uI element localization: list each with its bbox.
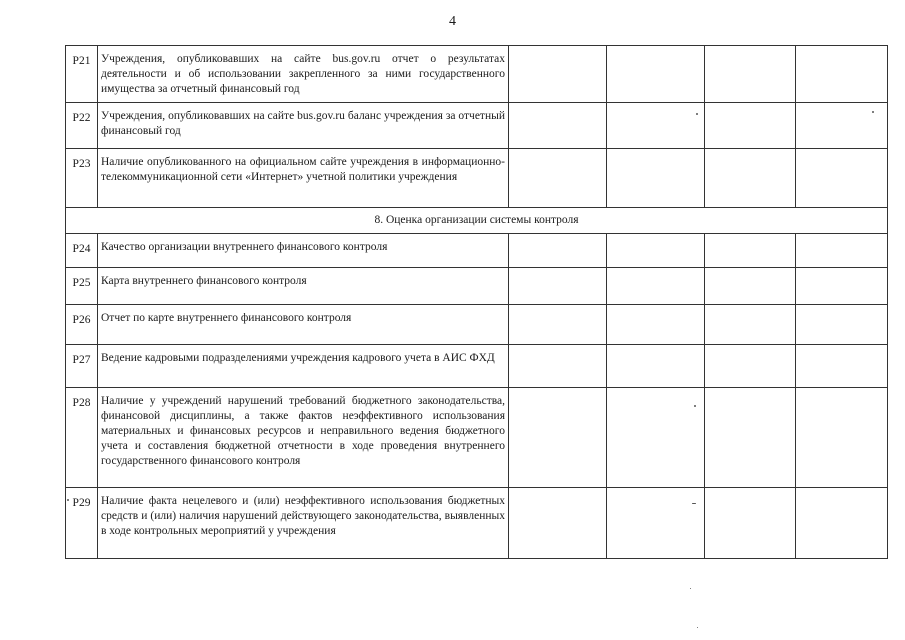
value-cell: [509, 46, 607, 103]
section-heading: 8. Оценка организации системы контроля: [66, 208, 888, 234]
table-row: [66, 345, 888, 388]
value-cell: [607, 345, 705, 388]
row-code: Р28: [66, 388, 98, 488]
row-code: Р25: [66, 268, 98, 305]
value-cell: [796, 234, 888, 268]
value-cell: [607, 234, 705, 268]
value-cell: [796, 268, 888, 305]
value-cell: [607, 149, 705, 208]
value-cell: [509, 305, 607, 345]
value-cell: [509, 345, 607, 388]
table-row: [66, 103, 888, 149]
row-description: Наличие у учреждений нарушений требований бюджетного законодательства, финансовой дисциплины, а также фактов неэффективного использования материальных и финансовых ресурсов и неправильного ведения бюджетного учета и составления бюджетной отчетности в ходе проведения внутреннего государственного финансового контроля: [98, 388, 509, 488]
value-cell: [509, 149, 607, 208]
scan-speck: [67, 499, 69, 501]
value-cell: [705, 234, 796, 268]
table-row: [66, 234, 888, 268]
row-code: Р22: [66, 103, 98, 149]
criteria-table: [65, 45, 888, 559]
scan-speck: [692, 503, 696, 504]
row-description: Учреждения, опубликовавших на сайте bus.gov.ru отчет о результатах деятельности и об использовании закрепленного за ними государственного имущества за отчетный финансовый год: [98, 46, 509, 103]
scan-speck: [696, 113, 698, 115]
value-cell: [509, 268, 607, 305]
table-row: [66, 305, 888, 345]
value-cell: [705, 305, 796, 345]
value-cell: [705, 388, 796, 488]
row-code: Р23: [66, 149, 98, 208]
row-code: Р27: [66, 345, 98, 388]
row-description: Качество организации внутреннего финансового контроля: [98, 234, 509, 268]
row-code: Р21: [66, 46, 98, 103]
page-number: 4: [449, 14, 456, 29]
table-row: [66, 149, 888, 208]
value-cell: [607, 488, 705, 559]
scan-speck: [690, 588, 691, 589]
row-description: Ведение кадровыми подразделениями учреждения кадрового учета в АИС ФХД: [98, 345, 509, 388]
value-cell: [705, 488, 796, 559]
value-cell: [705, 345, 796, 388]
row-code: Р26: [66, 305, 98, 345]
table-row: [66, 488, 888, 559]
scan-speck: [872, 111, 874, 113]
value-cell: [607, 46, 705, 103]
scan-speck: [697, 627, 698, 628]
row-code: Р29: [66, 488, 98, 559]
row-description: Учреждения, опубликовавших на сайте bus.gov.ru баланс учреждения за отчетный финансовый год: [98, 103, 509, 149]
value-cell: [796, 149, 888, 208]
scan-speck: [694, 405, 696, 407]
section-row: [66, 208, 888, 234]
value-cell: [705, 46, 796, 103]
value-cell: [796, 345, 888, 388]
value-cell: [607, 103, 705, 149]
row-description: Наличие факта нецелевого и (или) неэффективного использования бюджетных средств и (или) наличия нарушений действующего законодательства, выявленных в ходе контрольных мероприятий у учреждения: [98, 488, 509, 559]
row-description: Отчет по карте внутреннего финансового контроля: [98, 305, 509, 345]
value-cell: [705, 268, 796, 305]
table-row: [66, 268, 888, 305]
value-cell: [796, 46, 888, 103]
table-row: [66, 46, 888, 103]
value-cell: [796, 305, 888, 345]
value-cell: [509, 488, 607, 559]
row-description: Наличие опубликованного на официальном сайте учреждения в информационно-телекоммуникационной сети «Интернет» учетной политики учреждения: [98, 149, 509, 208]
value-cell: [509, 234, 607, 268]
value-cell: [705, 149, 796, 208]
value-cell: [607, 305, 705, 345]
value-cell: [796, 488, 888, 559]
value-cell: [509, 388, 607, 488]
table-row: [66, 388, 888, 488]
value-cell: [607, 388, 705, 488]
value-cell: [796, 388, 888, 488]
row-description: Карта внутреннего финансового контроля: [98, 268, 509, 305]
value-cell: [796, 103, 888, 149]
value-cell: [509, 103, 607, 149]
row-code: Р24: [66, 234, 98, 268]
value-cell: [705, 103, 796, 149]
value-cell: [607, 268, 705, 305]
